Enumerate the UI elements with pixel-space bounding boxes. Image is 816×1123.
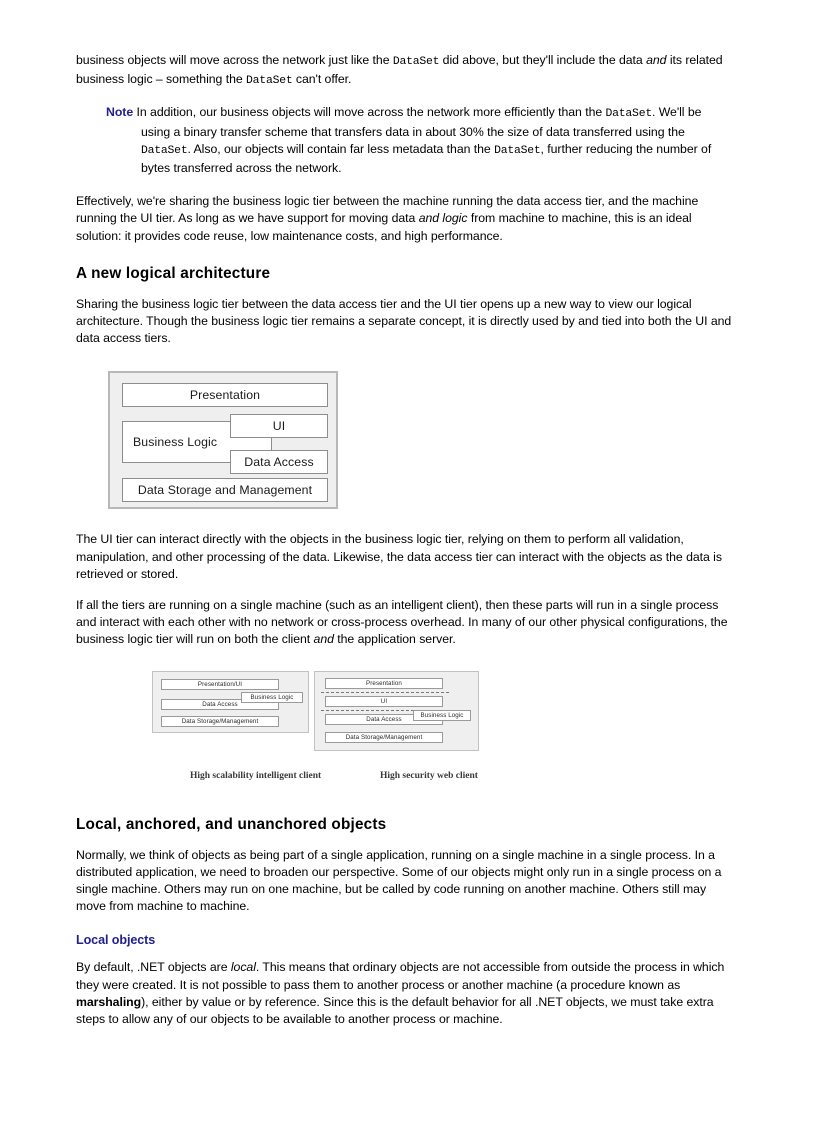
note-callout — [76, 104, 721, 177]
inline-code-dataset: DataSet — [605, 108, 652, 121]
paragraph-effectively — [76, 193, 738, 245]
diagram-box-presentation-ui: Presentation/UI — [161, 679, 279, 690]
diagram-divider-top — [321, 692, 449, 693]
p1-text-b: did above, but they'll include the data — [439, 53, 647, 67]
figure-row-deployments — [76, 671, 738, 796]
inline-code-dataset: DataSet — [246, 75, 293, 88]
p5-emphasis: and — [313, 632, 334, 647]
caption-web-client: High security web client — [380, 770, 478, 781]
figure-logical-architecture — [108, 371, 338, 509]
p7-bold-marshaling: marshaling — [76, 994, 142, 1009]
diagram-box-business-logic: Business Logic — [413, 710, 471, 721]
p5-text-a: If all the tiers are running on a single machine (such as an intelligent client), then these parts will run in a single process and interact with each other with no network or cross-process overhead. In many of our other physical configurations, the business logic tier will run on both the client — [76, 598, 728, 647]
page-content — [76, 52, 738, 1028]
p2-text-b: from machine to machine, this is an ideal solution: it provides code reuse, low maintenance costs, and high performance. — [76, 211, 692, 243]
p5-text-b: the application server. — [333, 632, 456, 647]
p2-emphasis: and logic — [418, 211, 468, 226]
diagram-box-ui: UI — [230, 414, 328, 438]
diagram-box-presentation: Presentation — [325, 678, 443, 689]
paragraph-normally: Normally, we think of objects as being part of a single application, running on a single machine in a single process. In a distributed application, we need to broaden our perspective. Some of our objects might only run in a single process on a single machine. Others may run on one machine, but be called by code running on another machine. Others still may move from machine to machine. — [76, 847, 722, 914]
p2-text-a: Effectively, we're sharing the business logic tier between the machine running the data access tier, and the machine running the UI tier. As long as we have support for moving data — [76, 194, 699, 226]
note-text-d: , further reducing the number of bytes transferred across the network. — [141, 141, 712, 176]
figure-captions — [108, 771, 528, 791]
inline-code-dataset: DataSet — [141, 144, 188, 157]
note-text-c: . Also, our objects will contain far less metadata than the — [187, 141, 495, 156]
diagram-box-business-logic: Business Logic — [122, 421, 272, 463]
heading-new-logical-architecture: A new logical architecture — [76, 264, 271, 282]
inline-code-dataset: DataSet — [392, 56, 440, 68]
diagram-box-data-storage: Data Storage/Management — [325, 732, 443, 743]
note-text-a: In addition, our business objects will move across the network more efficiently than the — [136, 105, 606, 120]
diagram-box-presentation: Presentation — [122, 383, 328, 407]
caption-intelligent-client: High scalability intelligent client — [190, 770, 322, 781]
figure-web-client — [314, 671, 479, 751]
p7-text-b: . This means that ordinary objects are not accessible from outside the process in which they were created. It is not possible to pass them to another process or another machine (a procedure known as — [76, 960, 725, 992]
diagram-box-data-storage: Data Storage and Management — [122, 478, 328, 502]
note-body — [106, 104, 721, 177]
paragraph-by-default — [76, 959, 738, 1028]
inline-code-dataset: DataSet — [494, 144, 541, 157]
paragraph-single-machine — [76, 597, 738, 649]
figure-logical-architecture-wrapper — [76, 371, 738, 509]
note-label: Note — [106, 105, 134, 120]
heading-local-anchored-unanchored: Local, anchored, and unanchored objects — [76, 815, 387, 833]
diagram-box-data-access: Data Access — [325, 714, 443, 725]
diagram-box-ui: UI — [325, 696, 443, 707]
p1-text-a: business objects will move across the network just like the — [76, 53, 393, 67]
p7-text-a: By default, .NET objects are — [76, 960, 231, 975]
paragraph-sharing: Sharing the business logic tier between the data access tier and the UI tier opens up a new way to view our logical architecture. Though the business logic tier remains a separate concept, it is directly used by and tied into both the UI and data access tiers. — [76, 296, 732, 346]
diagram-box-data-storage: Data Storage/Management — [161, 716, 279, 727]
p7-emphasis-local: local — [230, 960, 256, 975]
diagram-box-data-access: Data Access — [161, 699, 279, 710]
heading-local-objects: Local objects — [76, 933, 156, 948]
note-text-b: . We'll be using a binary transfer scheme that transfers data in about 30% the size of data transferred using the — [141, 105, 702, 139]
figure-intelligent-client — [152, 671, 309, 733]
diagram-box-data-access: Data Access — [230, 450, 328, 474]
diagram-box-business-logic: Business Logic — [241, 692, 303, 703]
p1-text-d: can't offer. — [292, 72, 352, 87]
p7-text-c: ), either by value or by reference. Since this is the default behavior for all .NET objects, we must take extra steps to allow any of our objects to be available to another process or machine. — [76, 994, 714, 1027]
p1-text-c: its related business logic – something the — [76, 53, 723, 87]
paragraph-continuation — [76, 52, 738, 90]
paragraph-ui-tier: The UI tier can interact directly with the objects in the business logic tier, relying on them to perform all validation, manipulation, and other processing of the data. Likewise, the data access tier can interact with the objects as the data is retrieved or stored. — [76, 532, 722, 581]
p1-emphasis: and — [646, 53, 667, 67]
